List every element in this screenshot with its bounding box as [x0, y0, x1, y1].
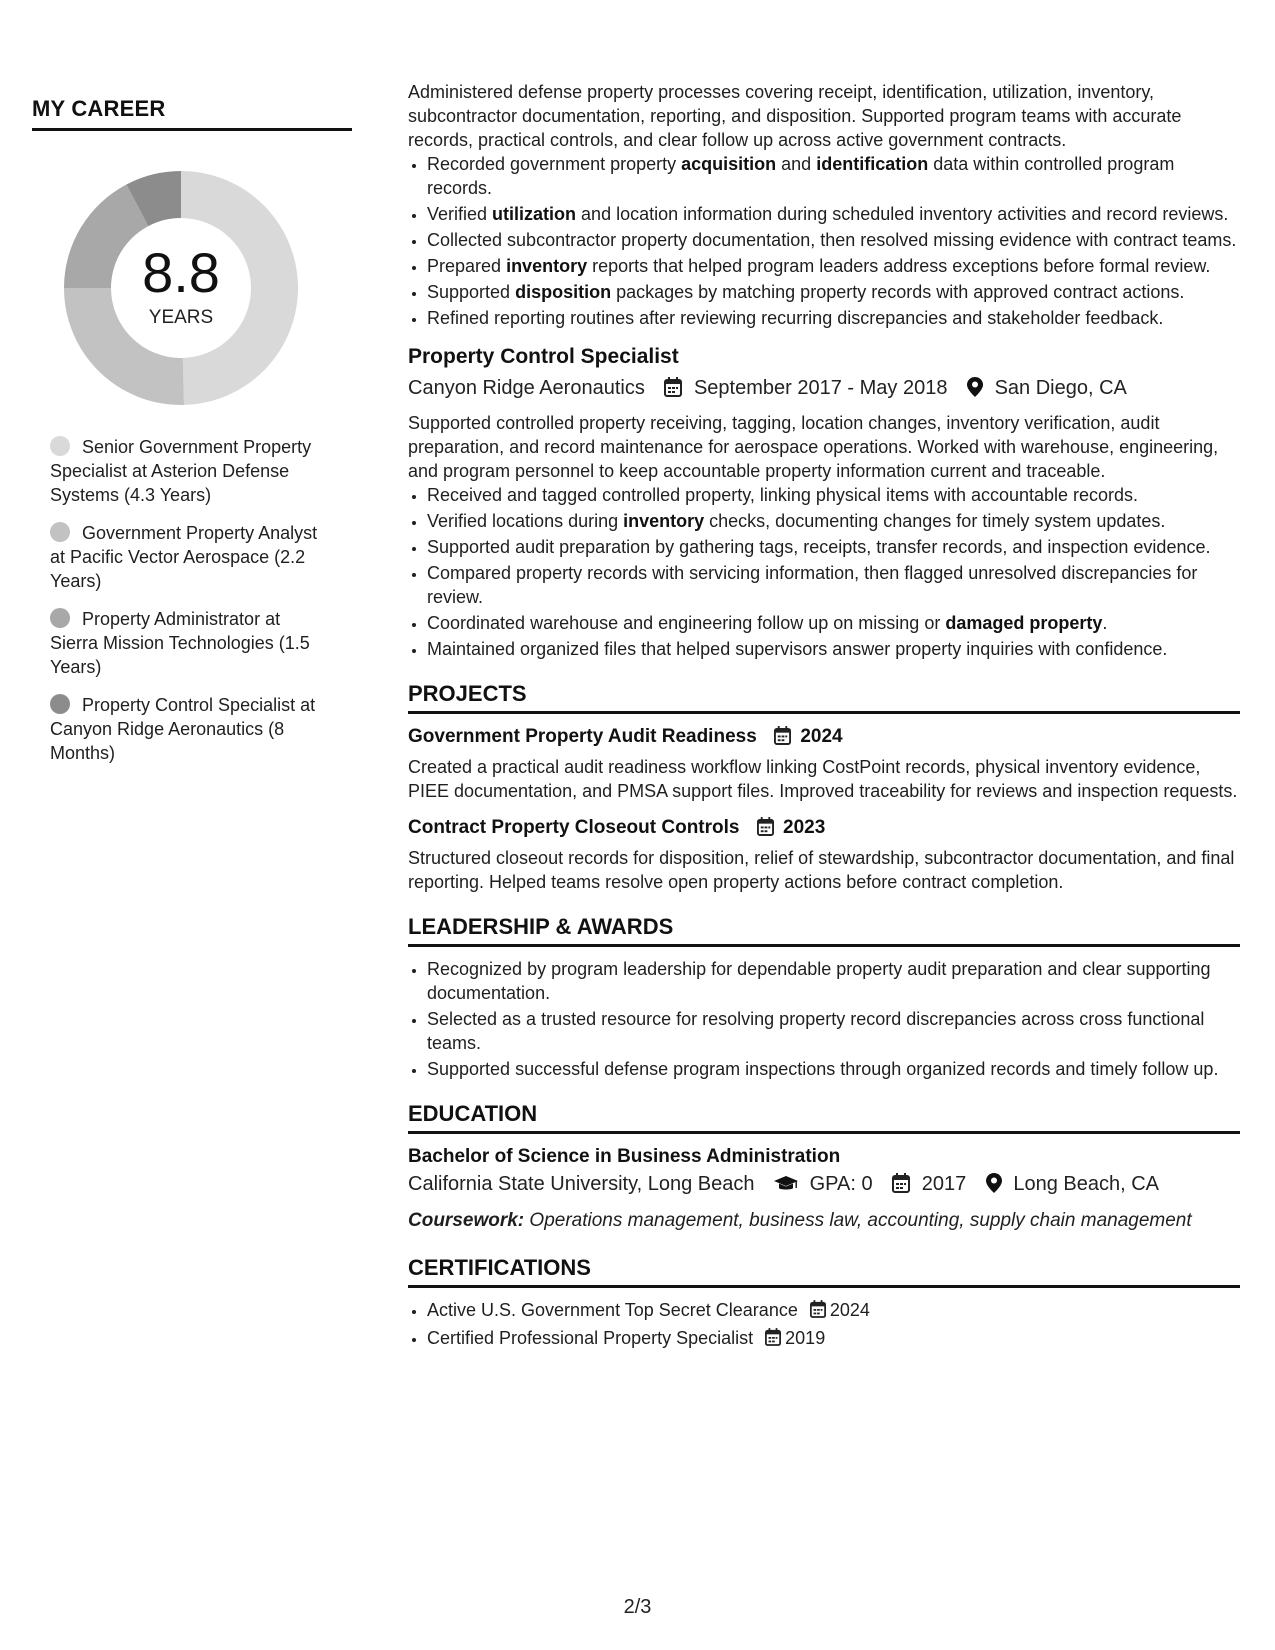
job-bullet: • Collected subcontractor property documentation, then resolved missing evidence with contract teams.: [427, 228, 1240, 252]
career-total-years: 8.8: [142, 241, 220, 304]
job-bullet: • Compared property records with servicing information, then flagged unresolved discrepancies for review.: [427, 561, 1240, 609]
calendar-icon: [892, 1173, 910, 1201]
job-meta: [408, 374, 1240, 405]
leadership-list: [408, 957, 1240, 1081]
job-bullet: • Refined reporting routines after reviewing recurring discrepancies and stakeholder feedback.: [427, 306, 1240, 330]
legend-item: [50, 435, 330, 507]
project-title: Contract Property Closeout Controls 2023: [408, 815, 1240, 844]
legend-dot: [50, 608, 70, 628]
project-description: Created a practical audit readiness workflow linking CostPoint records, physical inventory evidence, PIEE documentation, and PMSA support files. Improved traceability for reviews and inspection requests.: [408, 757, 1238, 801]
school-location: Long Beach, CA: [1013, 1173, 1160, 1195]
leadership-item: • Selected as a trusted resource for resolving property record discrepancies across cross functional teams.: [427, 1007, 1240, 1055]
page-number: 2/3: [623, 1596, 652, 1618]
education-heading: EDUCATION: [408, 1101, 1240, 1134]
legend-label: Property Control Specialist at Canyon Ridge Aeronautics (8 Months): [50, 695, 316, 763]
coursework: Coursework: Operations management, business law, accounting, supply chain management: [408, 1210, 1192, 1231]
job-bullet: • Supported audit preparation by gathering tags, receipts, transfer records, and inspection evidence.: [427, 535, 1240, 559]
main-content: [408, 80, 1240, 1354]
job-bullet: • Received and tagged controlled property, linking physical items with accountable records.: [427, 483, 1240, 507]
projects-heading: PROJECTS: [408, 681, 1240, 714]
calendar-icon: [664, 377, 682, 405]
certification-year: 2024: [829, 1300, 870, 1320]
job-bullet: • Recorded government property acquisition and identification data within controlled program records.: [427, 152, 1240, 200]
legend-item: [50, 607, 330, 679]
legend-item: [50, 521, 330, 593]
graduation-cap-icon: [774, 1173, 798, 1201]
degree-title: Bachelor of Science in Business Administration: [408, 1146, 841, 1167]
project-year: 2023: [783, 817, 826, 838]
legend-label: Senior Government Property Specialist at Asterion Defense Systems (4.3 Years): [50, 437, 312, 505]
school-name: California State University, Long Beach: [408, 1173, 755, 1195]
project-description: Structured closeout records for disposition, relief of stewardship, subcontractor documentation, and final reporting. Helped teams resolve open property actions before contract completion.: [408, 848, 1235, 892]
certification-item: • Active U.S. Government Top Secret Clearance 2024: [427, 1298, 1240, 1324]
job-bullet: • Verified locations during inventory checks, documenting changes for timely system updates.: [427, 509, 1240, 533]
certifications-heading: CERTIFICATIONS: [408, 1255, 1240, 1288]
map-pin-icon: [967, 377, 983, 405]
donut-center: [56, 163, 306, 413]
legend-item: [50, 693, 330, 765]
job-bullet: • Coordinated warehouse and engineering follow up on missing or damaged property.: [427, 611, 1240, 635]
job-title: Property Control Specialist: [408, 345, 679, 368]
project-year: 2024: [800, 726, 843, 747]
job-bullet: • Supported disposition packages by matching property records with approved contract actions.: [427, 280, 1240, 304]
certification-item: • Certified Professional Property Specialist 2019: [427, 1326, 1240, 1352]
job-company: Canyon Ridge Aeronautics: [408, 377, 645, 399]
certifications-list: [408, 1298, 1240, 1352]
leadership-item: • Recognized by program leadership for dependable property audit preparation and clear supporting documentation.: [427, 957, 1240, 1005]
legend-dot: [50, 694, 70, 714]
career-legend: [50, 435, 330, 765]
job-dates: September 2017 - May 2018: [693, 377, 948, 399]
gpa: GPA: 0: [809, 1173, 873, 1195]
certification-year: 2019: [785, 1328, 826, 1348]
career-sidebar: [32, 96, 352, 779]
career-heading: MY CAREER: [32, 96, 352, 131]
career-donut-chart: [56, 163, 306, 413]
leadership-heading: LEADERSHIP & AWARDS: [408, 914, 1240, 947]
graduation-year: 2017: [921, 1173, 967, 1195]
job-bullets: [408, 483, 1240, 661]
legend-dot: [50, 436, 70, 456]
job-summary: Supported controlled property receiving, tagging, location changes, inventory verification, audit preparation, and record maintenance for aerospace operations. Worked with warehouse, engineering, and program personnel to keep accountable property information current and traceable.: [408, 413, 1219, 481]
job-bullet: • Verified utilization and location information during scheduled inventory activities and record reviews.: [427, 202, 1240, 226]
legend-dot: [50, 522, 70, 542]
map-pin-icon: [986, 1173, 1002, 1201]
job-bullet: • Prepared inventory reports that helped program leaders address exceptions before formal review.: [427, 254, 1240, 278]
project-title: Government Property Audit Readiness 2024: [408, 724, 1240, 753]
job-bullets: [408, 152, 1240, 330]
education-meta: [408, 1170, 1240, 1201]
calendar-icon: [765, 1328, 781, 1352]
legend-label: Property Administrator at Sierra Mission Technologies (1.5 Years): [50, 609, 310, 677]
legend-label: Government Property Analyst at Pacific Vector Aerospace (2.2 Years): [50, 523, 318, 591]
leadership-item: • Supported successful defense program inspections through organized records and timely follow up.: [427, 1057, 1240, 1081]
job-bullet: • Maintained organized files that helped supervisors answer property inquiries with confidence.: [427, 637, 1240, 661]
calendar-icon: [757, 817, 774, 844]
job-location: San Diego, CA: [994, 377, 1127, 399]
calendar-icon: [810, 1300, 826, 1324]
calendar-icon: [774, 726, 791, 753]
career-total-unit: YEARS: [148, 307, 214, 328]
job-summary: Administered defense property processes covering receipt, identification, utilization, inventory, subcontractor documentation, reporting, and disposition. Supported program teams with accurate records, practical controls, and clear follow up across active government contracts.: [408, 82, 1182, 150]
